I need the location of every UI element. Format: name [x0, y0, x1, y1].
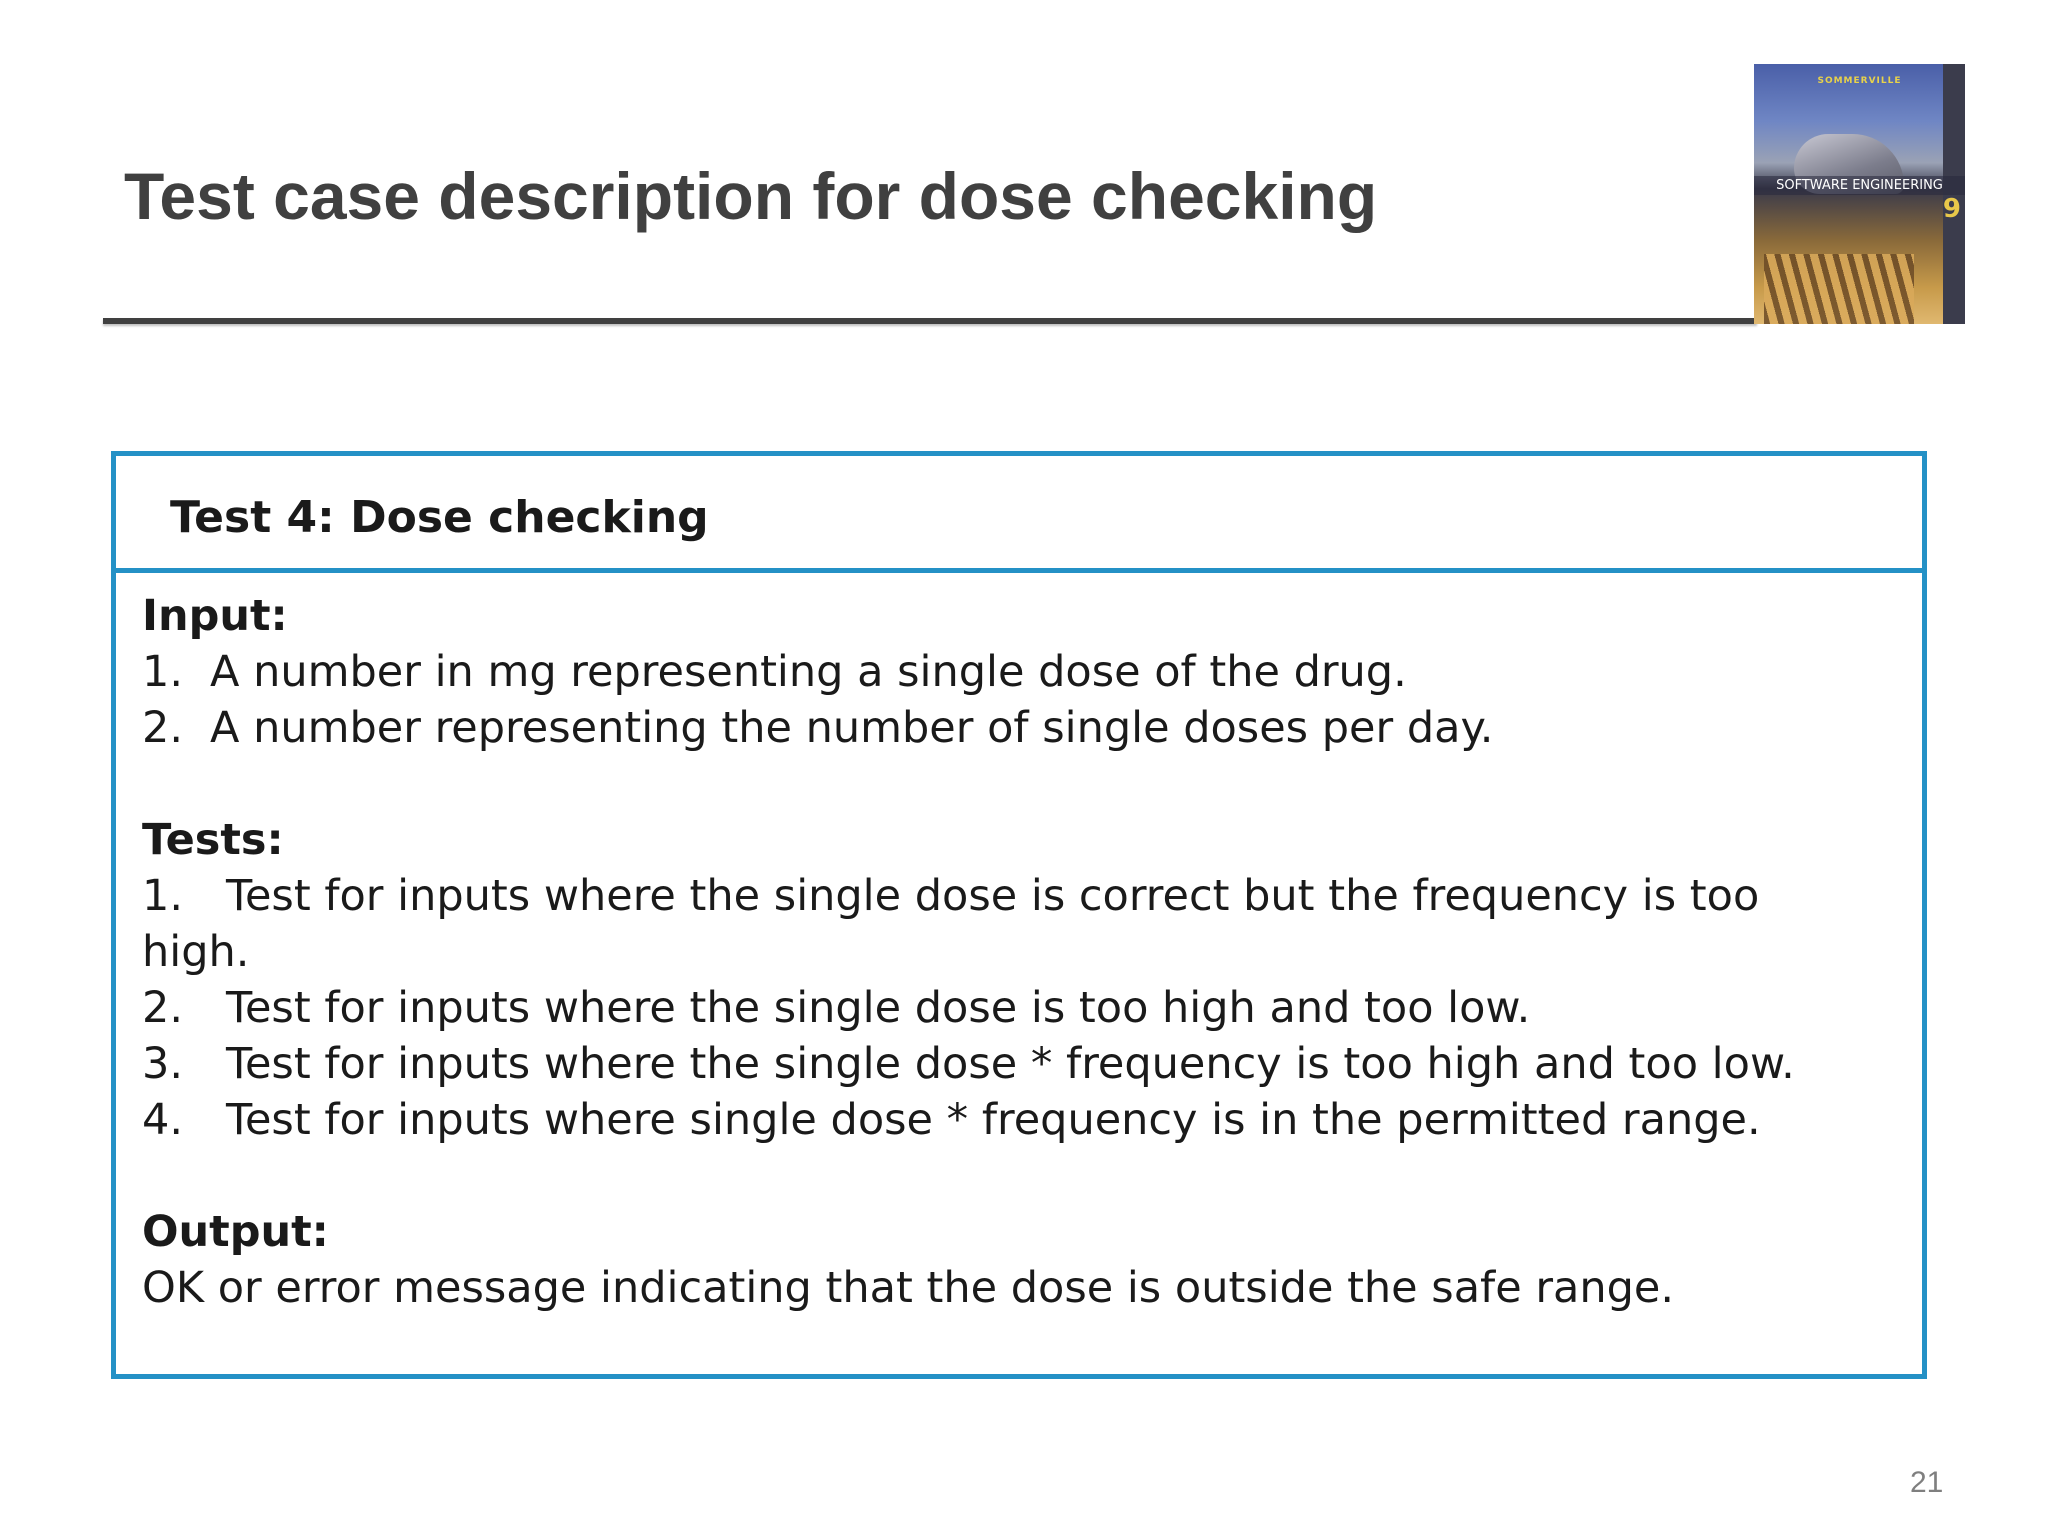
input-item-text: A number representing the number of single doses per day.: [210, 703, 1494, 753]
test-item-continuation: high.: [142, 927, 250, 977]
test-item-text: Test for inputs where the single dose is correct but the frequency is too: [226, 871, 1760, 921]
test-case-header: [116, 456, 1922, 573]
test-item: [142, 1036, 1902, 1092]
input-item-number: 2.: [142, 703, 184, 753]
test-item: [142, 868, 1902, 924]
output-label: Output:: [142, 1207, 329, 1257]
test-item-number: 2.: [142, 983, 184, 1033]
test-item: [142, 1092, 1902, 1148]
test-item-number: 4.: [142, 1095, 184, 1145]
cover-edition: 9: [1942, 194, 1961, 224]
cover-title: SOFTWARE ENGINEERING: [1754, 176, 1965, 195]
input-item-number: 1.: [142, 647, 184, 697]
input-label: Input:: [142, 591, 288, 641]
page-number: 21: [1910, 1466, 1944, 1499]
test-item-text: Test for inputs where single dose * frequency is in the permitted range.: [226, 1095, 1761, 1145]
test-case-body: [142, 588, 1902, 1316]
test-item-text: Test for inputs where the single dose is too high and too low.: [226, 983, 1531, 1033]
test-case-header-text: Test 4: Dose checking: [170, 492, 709, 543]
book-cover-image: [1754, 64, 1965, 324]
output-text: OK or error message indicating that the dose is outside the safe range.: [142, 1263, 1675, 1313]
input-item-text: A number in mg representing a single dose of the drug.: [210, 647, 1407, 697]
input-item: [142, 644, 1902, 700]
slide-title: Test case description for dose checking: [124, 159, 1378, 233]
test-item: [142, 980, 1902, 1036]
test-case-box: [111, 451, 1927, 1379]
cover-author: SOMMERVILLE: [1817, 76, 1902, 86]
section-spacer: [142, 756, 1902, 812]
title-divider: [103, 318, 1757, 324]
tests-label: Tests:: [142, 815, 284, 865]
input-item: [142, 700, 1902, 756]
test-item-number: 1.: [142, 871, 184, 921]
cover-scaffold-shape: [1764, 254, 1914, 324]
test-item-number: 3.: [142, 1039, 184, 1089]
section-spacer: [142, 1148, 1902, 1204]
test-item-text: Test for inputs where the single dose * frequency is too high and too low.: [226, 1039, 1795, 1089]
